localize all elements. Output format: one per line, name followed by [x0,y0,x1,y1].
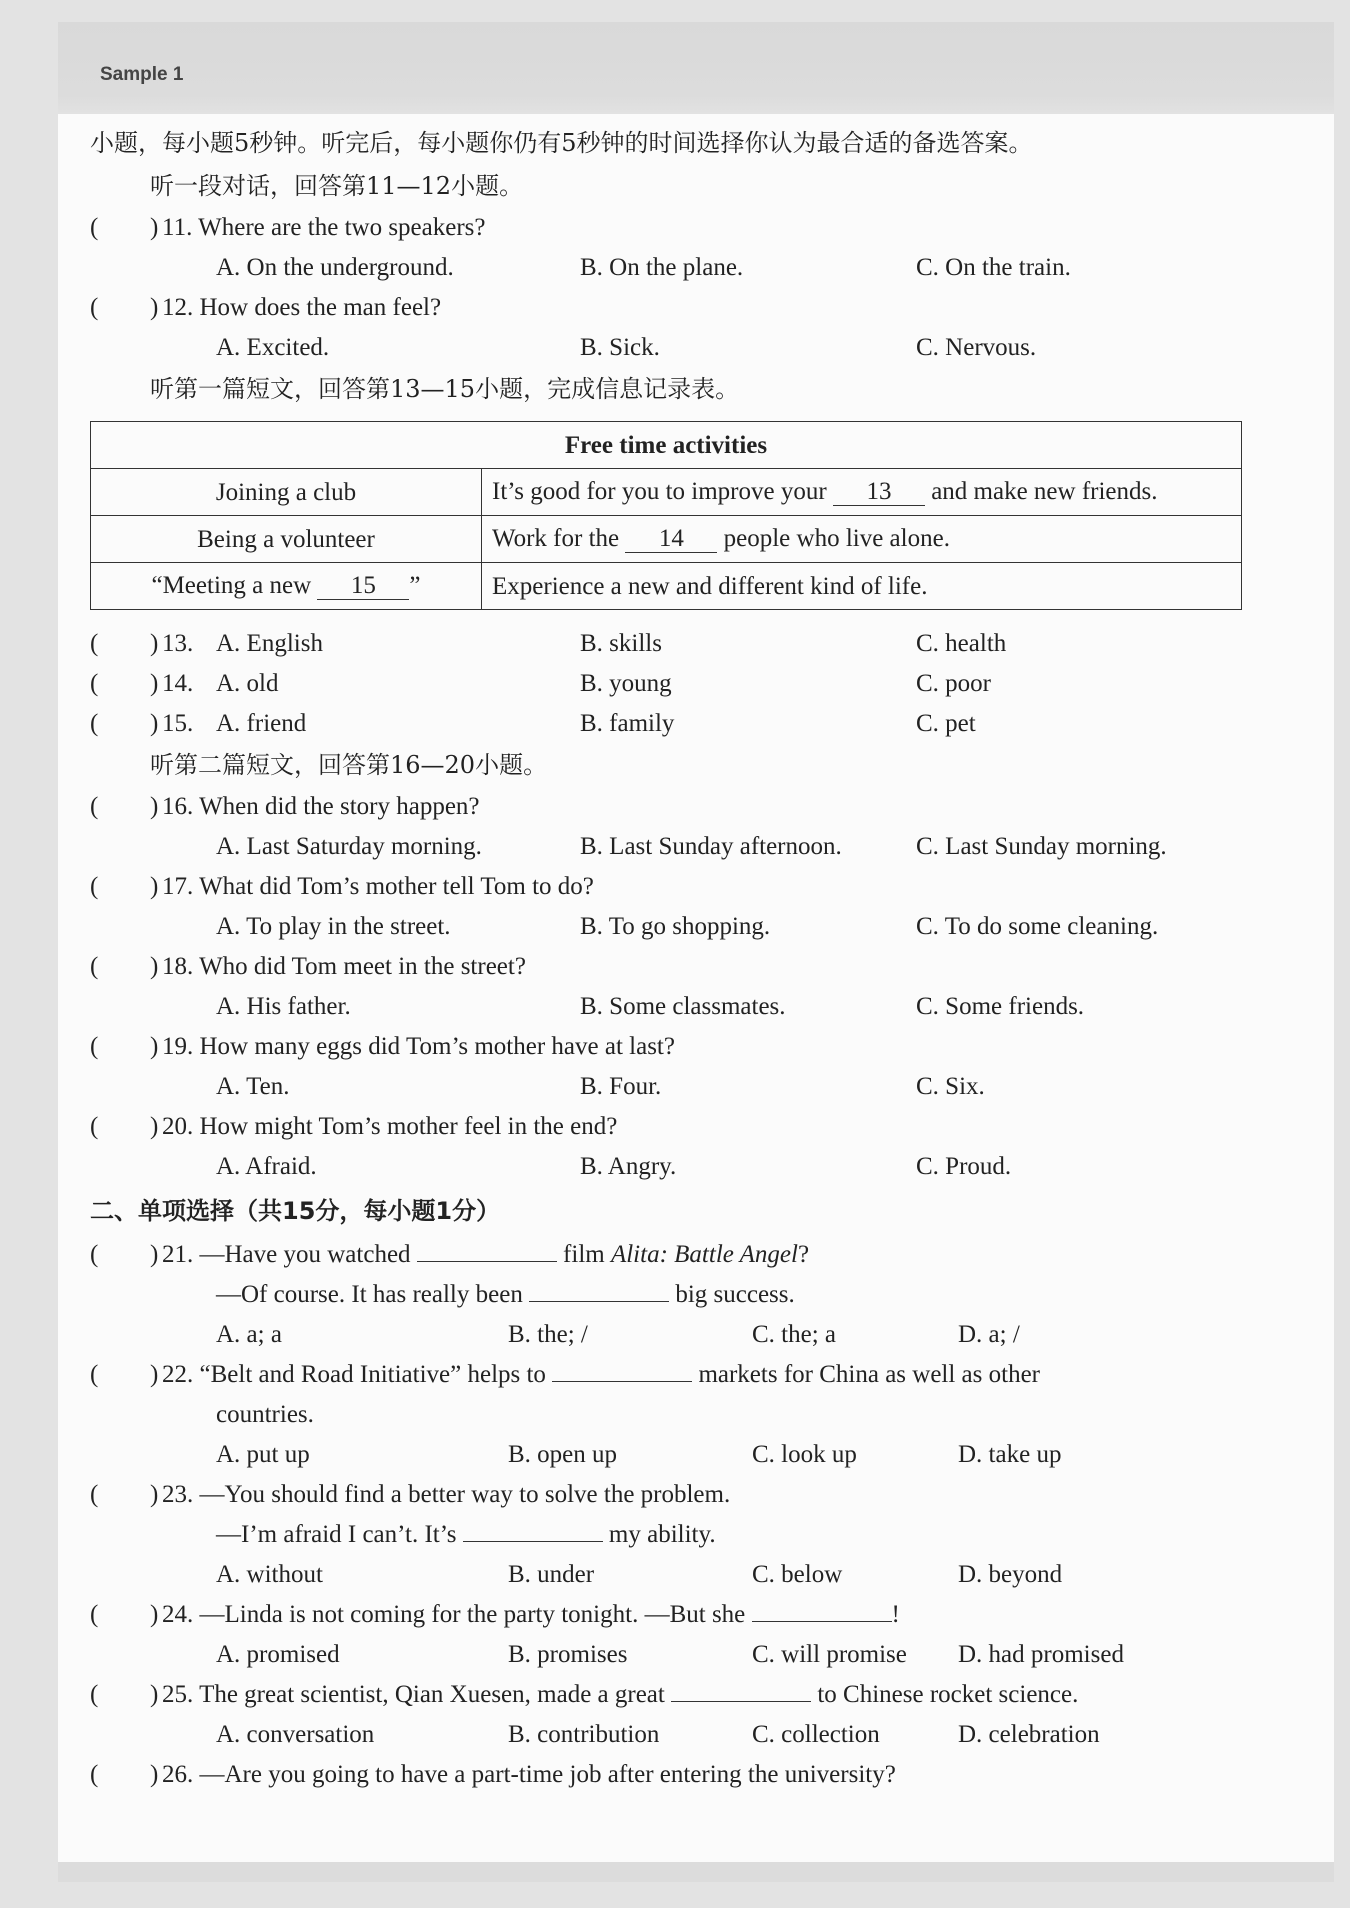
question-19: ( ) 19. How many eggs did Tom’s mother have at last? [90,1033,675,1060]
intro-line: 小题，每小题5秒钟。听完后，每小题你仍有5秒钟的时间选择你认为最合适的备选答案。 [90,129,1033,157]
table-row [91,516,1242,563]
question-number: 22. [162,1361,194,1388]
option-c: C. the; a [752,1321,837,1348]
table-cell: Being a volunteer [91,516,482,563]
option-a: A. English [216,630,323,657]
option-b: B. open up [508,1441,618,1468]
table-cell: Joining a club [91,469,482,516]
option-b: B. contribution [508,1721,660,1748]
option-a: A. Last Saturday morning. [216,833,482,860]
exam-page [58,22,1334,1882]
question-text: Where are the two speakers? [198,214,486,241]
question-20: ( ) 20. How might Tom’s mother feel in the end? [90,1113,618,1140]
footer-band [58,1862,1334,1882]
question-number: 25. [162,1681,194,1708]
option-c: C. collection [752,1721,880,1748]
question-number: 23. [162,1481,194,1508]
option-a: A. promised [216,1641,340,1668]
passage-2-instruction: 听第二篇短文，回答第16—20小题。 [150,751,548,779]
option-c: C. poor [916,670,991,697]
option-b: B. family [580,710,675,737]
question-text: What did Tom’s mother tell Tom to do? [199,873,594,900]
table-cell: It’s good for you to improve your 13 and make new friends. [482,469,1242,516]
options-24 [90,1635,1300,1675]
option-c: C. Proud. [916,1153,1012,1180]
options-16 [90,827,1300,867]
question-text: How might Tom’s mother feel in the end? [199,1113,618,1140]
question-number: 14. [162,670,194,697]
question-24: ( ) 24. —Linda is not coming for the party tonight. —But she ! [90,1595,1300,1635]
option-a: A. Ten. [216,1073,290,1100]
option-b: B. skills [580,630,662,657]
question-21: ( ) 21. —Have you watched film Alita: Battle Angel? [90,1235,1300,1275]
option-c: C. Some friends. [916,993,1085,1020]
question-21-line2: —Of course. It has really been big success. [90,1275,1300,1315]
option-a: A. His father. [216,993,351,1020]
options-11 [90,248,1300,288]
option-a: A. Afraid. [216,1153,317,1180]
option-b: B. Sick. [580,334,660,361]
fill-blank[interactable] [752,1597,892,1622]
question-number: 24. [162,1601,194,1628]
question-22-line2: countries. [216,1401,314,1428]
question-12: ( ) 12. How does the man feel? [90,294,442,321]
dialogue-instruction: 听一段对话，回答第11—12小题。 [150,172,524,200]
option-a: A. put up [216,1441,310,1468]
option-c: C. will promise [752,1641,907,1668]
question-number: 20. [162,1113,194,1140]
exam-content [90,122,1300,1795]
option-a: A. a; a [216,1321,282,1348]
option-a: A. old [216,670,279,697]
fill-blank[interactable] [552,1357,692,1382]
options-17 [90,907,1300,947]
option-b: B. Angry. [580,1153,677,1180]
table-cell: “Meeting a new 15 ” [91,563,482,610]
option-b: B. To go shopping. [580,913,771,940]
sample-label: Sample 1 [100,64,184,85]
fill-blank[interactable] [463,1517,603,1542]
question-16: ( ) 16. When did the story happen? [90,793,480,820]
option-c: C. pet [916,710,976,737]
option-c: C. Last Sunday morning. [916,833,1167,860]
options-12 [90,328,1300,368]
question-26: ( ) 26. —Are you going to have a part-time job after entering the university? [90,1761,896,1788]
option-a: A. friend [216,710,307,737]
option-b: B. young [580,670,672,697]
option-d: D. celebration [958,1721,1100,1748]
question-15: ( ) 15. A. friend B. family C. pet [90,704,1300,744]
question-number: 26. [162,1761,194,1788]
option-b: B. Some classmates. [580,993,786,1020]
question-number: 19. [162,1033,194,1060]
option-a: A. conversation [216,1721,375,1748]
option-a: A. without [216,1561,323,1588]
option-c: C. To do some cleaning. [916,913,1159,940]
option-c: C. On the train. [916,254,1071,281]
option-b: B. Four. [580,1073,662,1100]
option-a: A. On the underground. [216,254,454,281]
options-25 [90,1715,1300,1755]
question-22: ( ) 22. “Belt and Road Initiative” helps to markets for China as well as other [90,1355,1300,1395]
options-18 [90,987,1300,1027]
option-b: B. the; / [508,1321,588,1348]
question-14: ( ) 14. A. old B. young C. poor [90,664,1300,704]
option-d: D. take up [958,1441,1062,1468]
option-c: C. below [752,1561,843,1588]
question-text: Who did Tom meet in the street? [199,953,526,980]
options-20 [90,1147,1300,1187]
option-c: C. look up [752,1441,857,1468]
option-d: D. beyond [958,1561,1063,1588]
section-heading: 二、单项选择（共15分，每小题1分） [90,1197,501,1225]
option-c: C. health [916,630,1007,657]
question-11: ( ) 11. Where are the two speakers? [90,214,486,241]
question-number: 13. [162,630,194,657]
blank-14[interactable]: 14 [625,526,717,553]
options-22 [90,1435,1300,1475]
table-row [91,563,1242,610]
question-text: How does the man feel? [199,294,442,321]
blank-13[interactable]: 13 [833,479,925,506]
option-b: B. On the plane. [580,254,744,281]
question-text: —Are you going to have a part-time job after entering the university? [199,1761,896,1788]
question-text: When did the story happen? [199,793,480,820]
question-number: 18. [162,953,194,980]
table-cell: Work for the 14 people who live alone. [482,516,1242,563]
question-13: ( ) 13. A. English B. skills C. health [90,624,1300,664]
fill-blank[interactable] [529,1277,669,1302]
option-b: B. promises [508,1641,628,1668]
options-19 [90,1067,1300,1107]
option-d: D. had promised [958,1641,1124,1668]
question-25: ( ) 25. The great scientist, Qian Xuesen, made a great to Chinese rocket science. [90,1675,1300,1715]
option-b: B. Last Sunday afternoon. [580,833,842,860]
passage-1-instruction: 听第一篇短文，回答第13—15小题，完成信息记录表。 [150,375,740,403]
question-number: 11. [162,214,193,241]
table-row [91,469,1242,516]
info-table [90,421,1242,610]
option-a: A. To play in the street. [216,913,451,940]
question-number: 21. [162,1241,194,1268]
question-23: ( ) 23. —You should find a better way to solve the problem. [90,1481,731,1508]
fill-blank[interactable] [671,1677,811,1702]
fill-blank[interactable] [417,1237,557,1262]
option-b: B. under [508,1561,595,1588]
question-23-line2: —I’m afraid I can’t. It’s my ability. [90,1515,1300,1555]
question-18: ( ) 18. Who did Tom meet in the street? [90,953,526,980]
option-c: C. Nervous. [916,334,1037,361]
blank-15[interactable]: 15 [317,573,409,600]
question-text: How many eggs did Tom’s mother have at last? [199,1033,675,1060]
options-21 [90,1315,1300,1355]
option-d: D. a; / [958,1321,1020,1348]
question-number: 12. [162,294,194,321]
question-number: 17. [162,873,194,900]
options-23 [90,1555,1300,1595]
table-cell: Experience a new and different kind of life. [482,563,1242,610]
option-c: C. Six. [916,1073,985,1100]
film-title: Alita: Battle Angel [610,1241,798,1268]
option-a: A. Excited. [216,334,330,361]
header-band [58,22,1334,114]
question-number: 15. [162,710,194,737]
question-17: ( ) 17. What did Tom’s mother tell Tom to do? [90,873,594,900]
table-title: Free time activities [91,422,1242,469]
question-number: 16. [162,793,194,820]
